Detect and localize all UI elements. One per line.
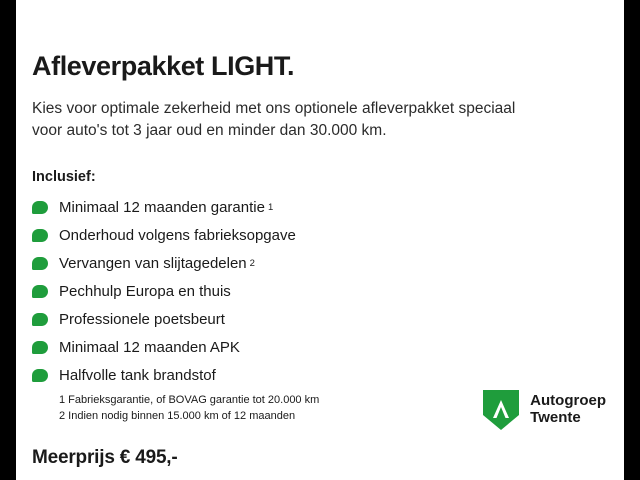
benefits-list xyxy=(32,195,608,388)
benefit-label: Vervangen van slijtagedelen xyxy=(59,254,247,272)
autogroep-twente-shield-icon xyxy=(481,388,521,432)
content-card xyxy=(16,0,624,480)
leaf-bullet-icon xyxy=(32,229,48,242)
benefit-label: Professionele poetsbeurt xyxy=(59,310,225,328)
leaf-bullet-icon xyxy=(32,369,48,382)
list-item xyxy=(32,279,608,304)
benefit-label: Halfvolle tank brandstof xyxy=(59,366,216,384)
footnote-marker: 1 xyxy=(267,201,274,213)
benefit-label: Minimaal 12 maanden APK xyxy=(59,338,240,356)
list-item xyxy=(32,195,608,220)
benefit-label: Onderhoud volgens fabrieksopgave xyxy=(59,226,296,244)
leaf-bullet-icon xyxy=(32,257,48,270)
page-title: Afleverpakket LIGHT. xyxy=(32,51,295,81)
brand-line-2: Twente xyxy=(530,409,581,426)
leaf-bullet-icon xyxy=(32,285,48,298)
footnote-1: 1 Fabrieksgarantie, of BOVAG garantie tot 20.000 km xyxy=(59,393,320,406)
brand-line-1: Autogroep xyxy=(530,392,606,410)
brand-name xyxy=(530,393,606,427)
list-item xyxy=(32,307,608,332)
list-item xyxy=(32,251,608,276)
leaf-bullet-icon xyxy=(32,201,48,214)
leaf-bullet-icon xyxy=(32,313,48,326)
page-subtitle: Kies voor optimale zekerheid met ons optionele afleverpakket speciaal voor auto's tot 3 jaar oud en minder dan 30.000 km. xyxy=(32,99,516,140)
included-label: Inclusief: xyxy=(32,168,96,185)
list-item xyxy=(32,223,608,248)
price-label: Meerprijs € 495,- xyxy=(32,446,178,468)
list-item xyxy=(32,335,608,360)
benefit-label: Minimaal 12 maanden garantie xyxy=(59,198,265,216)
list-item xyxy=(32,363,608,388)
leaf-bullet-icon xyxy=(32,341,48,354)
footnote-marker: 2 xyxy=(249,257,255,269)
footnote-2: 2 Indien nodig binnen 15.000 km of 12 maanden xyxy=(59,410,296,423)
brand-logo xyxy=(481,388,606,432)
benefit-label: Pechhulp Europa en thuis xyxy=(59,282,231,300)
